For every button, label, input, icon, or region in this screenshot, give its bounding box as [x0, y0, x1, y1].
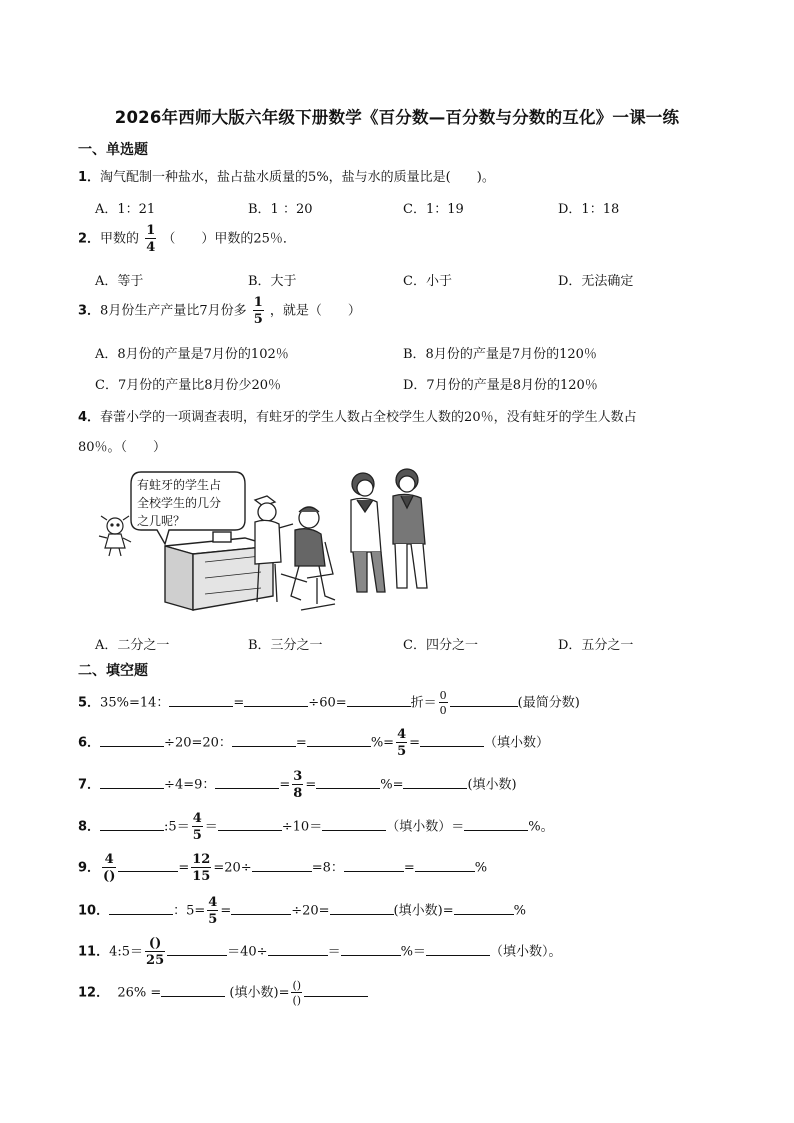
question-1: [78, 166, 495, 185]
fraction-numerator: (): [292, 979, 302, 992]
q3-option-b[interactable]: B．8月份的产量是7月份的120％: [403, 347, 597, 362]
question-10: [78, 896, 526, 926]
answer-blank[interactable]: [330, 902, 394, 915]
question-7: [78, 770, 517, 800]
q1-option-d[interactable]: D．1：18: [558, 202, 620, 217]
answer-blank[interactable]: [464, 818, 528, 831]
q10-text-b: =: [220, 903, 232, 919]
question-number: 4．: [78, 410, 101, 425]
question-number: 3．: [78, 303, 101, 319]
fraction: [102, 853, 116, 883]
student-girl-figure: [351, 473, 385, 592]
dental-checkup-illustration: [95, 462, 445, 622]
q6-text-c: %=: [370, 735, 395, 751]
q5-text-e: (最简分数): [517, 695, 580, 711]
illustration-svg: [95, 462, 445, 622]
fraction: [253, 296, 264, 326]
q8-text-c: ÷10＝: [281, 819, 323, 835]
fraction-numerator: 12: [192, 852, 211, 867]
question-text-post: ，就是（ ）: [269, 303, 361, 319]
q8-text-e: %。: [528, 819, 554, 835]
q10-text-a: ：5=: [173, 903, 206, 919]
fraction: [191, 853, 211, 883]
answer-blank[interactable]: [450, 694, 518, 707]
q7-text-a: ÷4=9：: [164, 777, 216, 793]
question-number: 2．: [78, 231, 101, 247]
answer-blank[interactable]: [347, 694, 411, 707]
question-number: 6．: [78, 735, 101, 751]
q5-text-c: ÷60=: [308, 695, 347, 711]
q3-option-c[interactable]: C．7月份的产量比8月份少20％: [95, 378, 282, 393]
fraction-denominator: (): [292, 994, 302, 1007]
q7-text-c: =: [305, 777, 317, 793]
fraction: [207, 896, 218, 926]
q2-option-a[interactable]: A．等于: [95, 274, 144, 289]
q1-option-a[interactable]: A．1：21: [95, 202, 156, 217]
question-text: 淘气配制一种盐水，盐占盐水质量的5%，盐与水的质量比是( )。: [100, 170, 495, 185]
q7-text-e: (填小数): [467, 777, 517, 793]
question-5: [78, 690, 580, 716]
answer-blank[interactable]: [231, 902, 291, 915]
fraction-numerator: 0: [439, 689, 447, 702]
q2-option-d[interactable]: D．无法确定: [558, 274, 634, 289]
question-number: 10．: [78, 903, 110, 919]
fraction-numerator: 4: [102, 853, 116, 868]
bubble-line-2: 全校学生的几分: [137, 496, 222, 510]
fraction-numerator: 4: [208, 895, 218, 910]
question-text-pre: 8月份生产产量比7月份多: [100, 303, 247, 319]
question-6: [78, 728, 549, 758]
question-9: [78, 853, 487, 883]
answer-blank[interactable]: [100, 734, 164, 747]
bubble-line-3: 之几呢？: [137, 514, 186, 528]
fraction: [291, 980, 302, 1006]
q8-text-a: :5＝: [164, 819, 190, 835]
fraction-numerator: 4: [397, 727, 407, 742]
answer-blank[interactable]: [109, 902, 173, 915]
q2-option-c[interactable]: C．小于: [403, 274, 452, 289]
q9-text-e: %: [474, 860, 488, 876]
fraction-numerator: 3: [293, 769, 303, 784]
question-number: 1．: [78, 170, 101, 185]
answer-blank[interactable]: [454, 902, 514, 915]
q5-text-b: =: [233, 695, 245, 711]
q10-text-c: ÷20=: [291, 903, 330, 919]
answer-blank[interactable]: [420, 734, 484, 747]
fraction-denominator: 4: [146, 240, 156, 255]
question-text-post: （ ）甲数的25％．: [162, 231, 296, 247]
section-heading-single-choice: 一、单选题: [78, 142, 148, 158]
answer-blank[interactable]: [118, 859, 178, 872]
q1-option-c[interactable]: C．1：19: [403, 202, 464, 217]
question-11: [78, 937, 561, 967]
fraction-numerator: (): [145, 937, 165, 952]
answer-blank[interactable]: [341, 943, 401, 956]
q6-text-e: （填小数）: [484, 735, 550, 751]
question-number: 7．: [78, 777, 101, 793]
fraction: [396, 728, 407, 758]
q11-text-a: 4:5＝: [109, 944, 144, 960]
question-text-pre: 甲数的: [100, 231, 140, 247]
q9-text-c: =8：: [311, 860, 344, 876]
fraction-denominator: 5: [192, 828, 202, 843]
answer-blank[interactable]: [268, 943, 328, 956]
fraction-denominator: 15: [192, 869, 211, 884]
q5-text-a: 35%=14：: [100, 695, 170, 711]
q11-text-b: ＝40÷: [227, 944, 268, 960]
answer-blank[interactable]: [100, 818, 164, 831]
question-4-line2: 80％。（ ）: [78, 440, 167, 455]
fraction-denominator: (): [103, 869, 116, 884]
q2-option-b[interactable]: B．大于: [248, 274, 297, 289]
fraction-numerator: 1: [253, 295, 263, 310]
q4-option-a[interactable]: A．二分之一: [95, 638, 170, 653]
answer-blank[interactable]: [161, 984, 225, 997]
fraction: [439, 690, 448, 716]
answer-blank[interactable]: [169, 694, 233, 707]
page-title: 2026年西师大版六年级下册数学《百分数—百分数与分数的互化》一课一练: [114, 108, 680, 127]
answer-blank[interactable]: [167, 943, 227, 956]
question-number: 12．: [78, 985, 110, 1001]
fraction: [192, 812, 203, 842]
answer-blank[interactable]: [415, 859, 475, 872]
question-8: [78, 812, 554, 842]
q9-text-b: =20÷: [213, 860, 252, 876]
q7-text-b: =: [279, 777, 291, 793]
fraction-denominator: 5: [253, 312, 263, 327]
answer-blank[interactable]: [426, 943, 490, 956]
q9-text-a: =: [178, 860, 190, 876]
q11-text-d: %＝: [400, 944, 426, 960]
question-2: [78, 224, 296, 254]
q7-text-d: %=: [380, 777, 404, 793]
q4-option-c[interactable]: C．四分之一: [403, 638, 478, 653]
question-3: [78, 296, 361, 326]
answer-blank[interactable]: [316, 776, 380, 789]
question-number: 5．: [78, 695, 101, 711]
answer-blank[interactable]: [403, 776, 467, 789]
q3-option-a[interactable]: A．8月份的产量是7月份的102％: [95, 347, 289, 362]
fraction-denominator: 25: [146, 953, 165, 968]
answer-blank[interactable]: [232, 734, 296, 747]
q4-option-d[interactable]: D．五分之一: [558, 638, 634, 653]
answer-blank[interactable]: [100, 776, 164, 789]
q11-text-e: （填小数）。: [489, 944, 562, 960]
fraction-denominator: 8: [293, 786, 303, 801]
doll-icon: [99, 516, 131, 556]
question-number: 8．: [78, 819, 101, 835]
fraction-denominator: 5: [208, 912, 218, 927]
q5-text-d: 折＝: [410, 695, 437, 711]
q6-text-a: ÷20=20：: [164, 735, 232, 751]
q11-text-c: ＝: [327, 944, 341, 960]
q12-text-a: 26% =: [117, 985, 162, 1001]
question-number: 9．: [78, 860, 101, 876]
answer-blank[interactable]: [307, 734, 371, 747]
section-heading-fill-blank: 二、填空题: [78, 663, 148, 679]
fraction-numerator: 1: [146, 223, 156, 238]
answer-blank[interactable]: [215, 776, 279, 789]
q6-text-b: =: [295, 735, 307, 751]
q3-option-d[interactable]: D．7月份的产量是8月份的120％: [403, 378, 598, 393]
q8-text-d: （填小数）＝: [386, 819, 465, 835]
answer-blank[interactable]: [252, 859, 312, 872]
q10-text-e: %: [513, 903, 526, 919]
bubble-line-1: 有蛀牙的学生占: [137, 478, 222, 492]
q4-option-b[interactable]: B．三分之一: [248, 638, 323, 653]
answer-blank[interactable]: [244, 694, 308, 707]
fraction: [145, 224, 156, 254]
fraction: [145, 937, 165, 967]
fraction-denominator: 0: [439, 704, 447, 717]
q9-text-d: =: [403, 860, 415, 876]
fraction-numerator: 4: [192, 811, 202, 826]
fraction: [292, 770, 303, 800]
q12-text-b: (填小数)=: [229, 985, 290, 1001]
answer-blank[interactable]: [344, 859, 404, 872]
question-4: [78, 406, 637, 425]
q6-text-d: =: [409, 735, 421, 751]
answer-blank[interactable]: [218, 818, 282, 831]
question-text-line1: 春蕾小学的一项调查表明，有蛀牙的学生人数占全校学生人数的20％，没有蛀牙的学生人数占: [100, 410, 637, 425]
answer-blank[interactable]: [304, 984, 368, 997]
q10-text-d: (填小数)=: [393, 903, 454, 919]
q8-text-b: ＝: [204, 819, 218, 835]
answer-blank[interactable]: [322, 818, 386, 831]
q1-option-b[interactable]: B．1 ：20: [248, 202, 313, 217]
question-12: [78, 980, 368, 1006]
question-number: 11．: [78, 944, 110, 960]
student-boy-figure: [393, 469, 427, 588]
fraction-denominator: 5: [397, 744, 407, 759]
